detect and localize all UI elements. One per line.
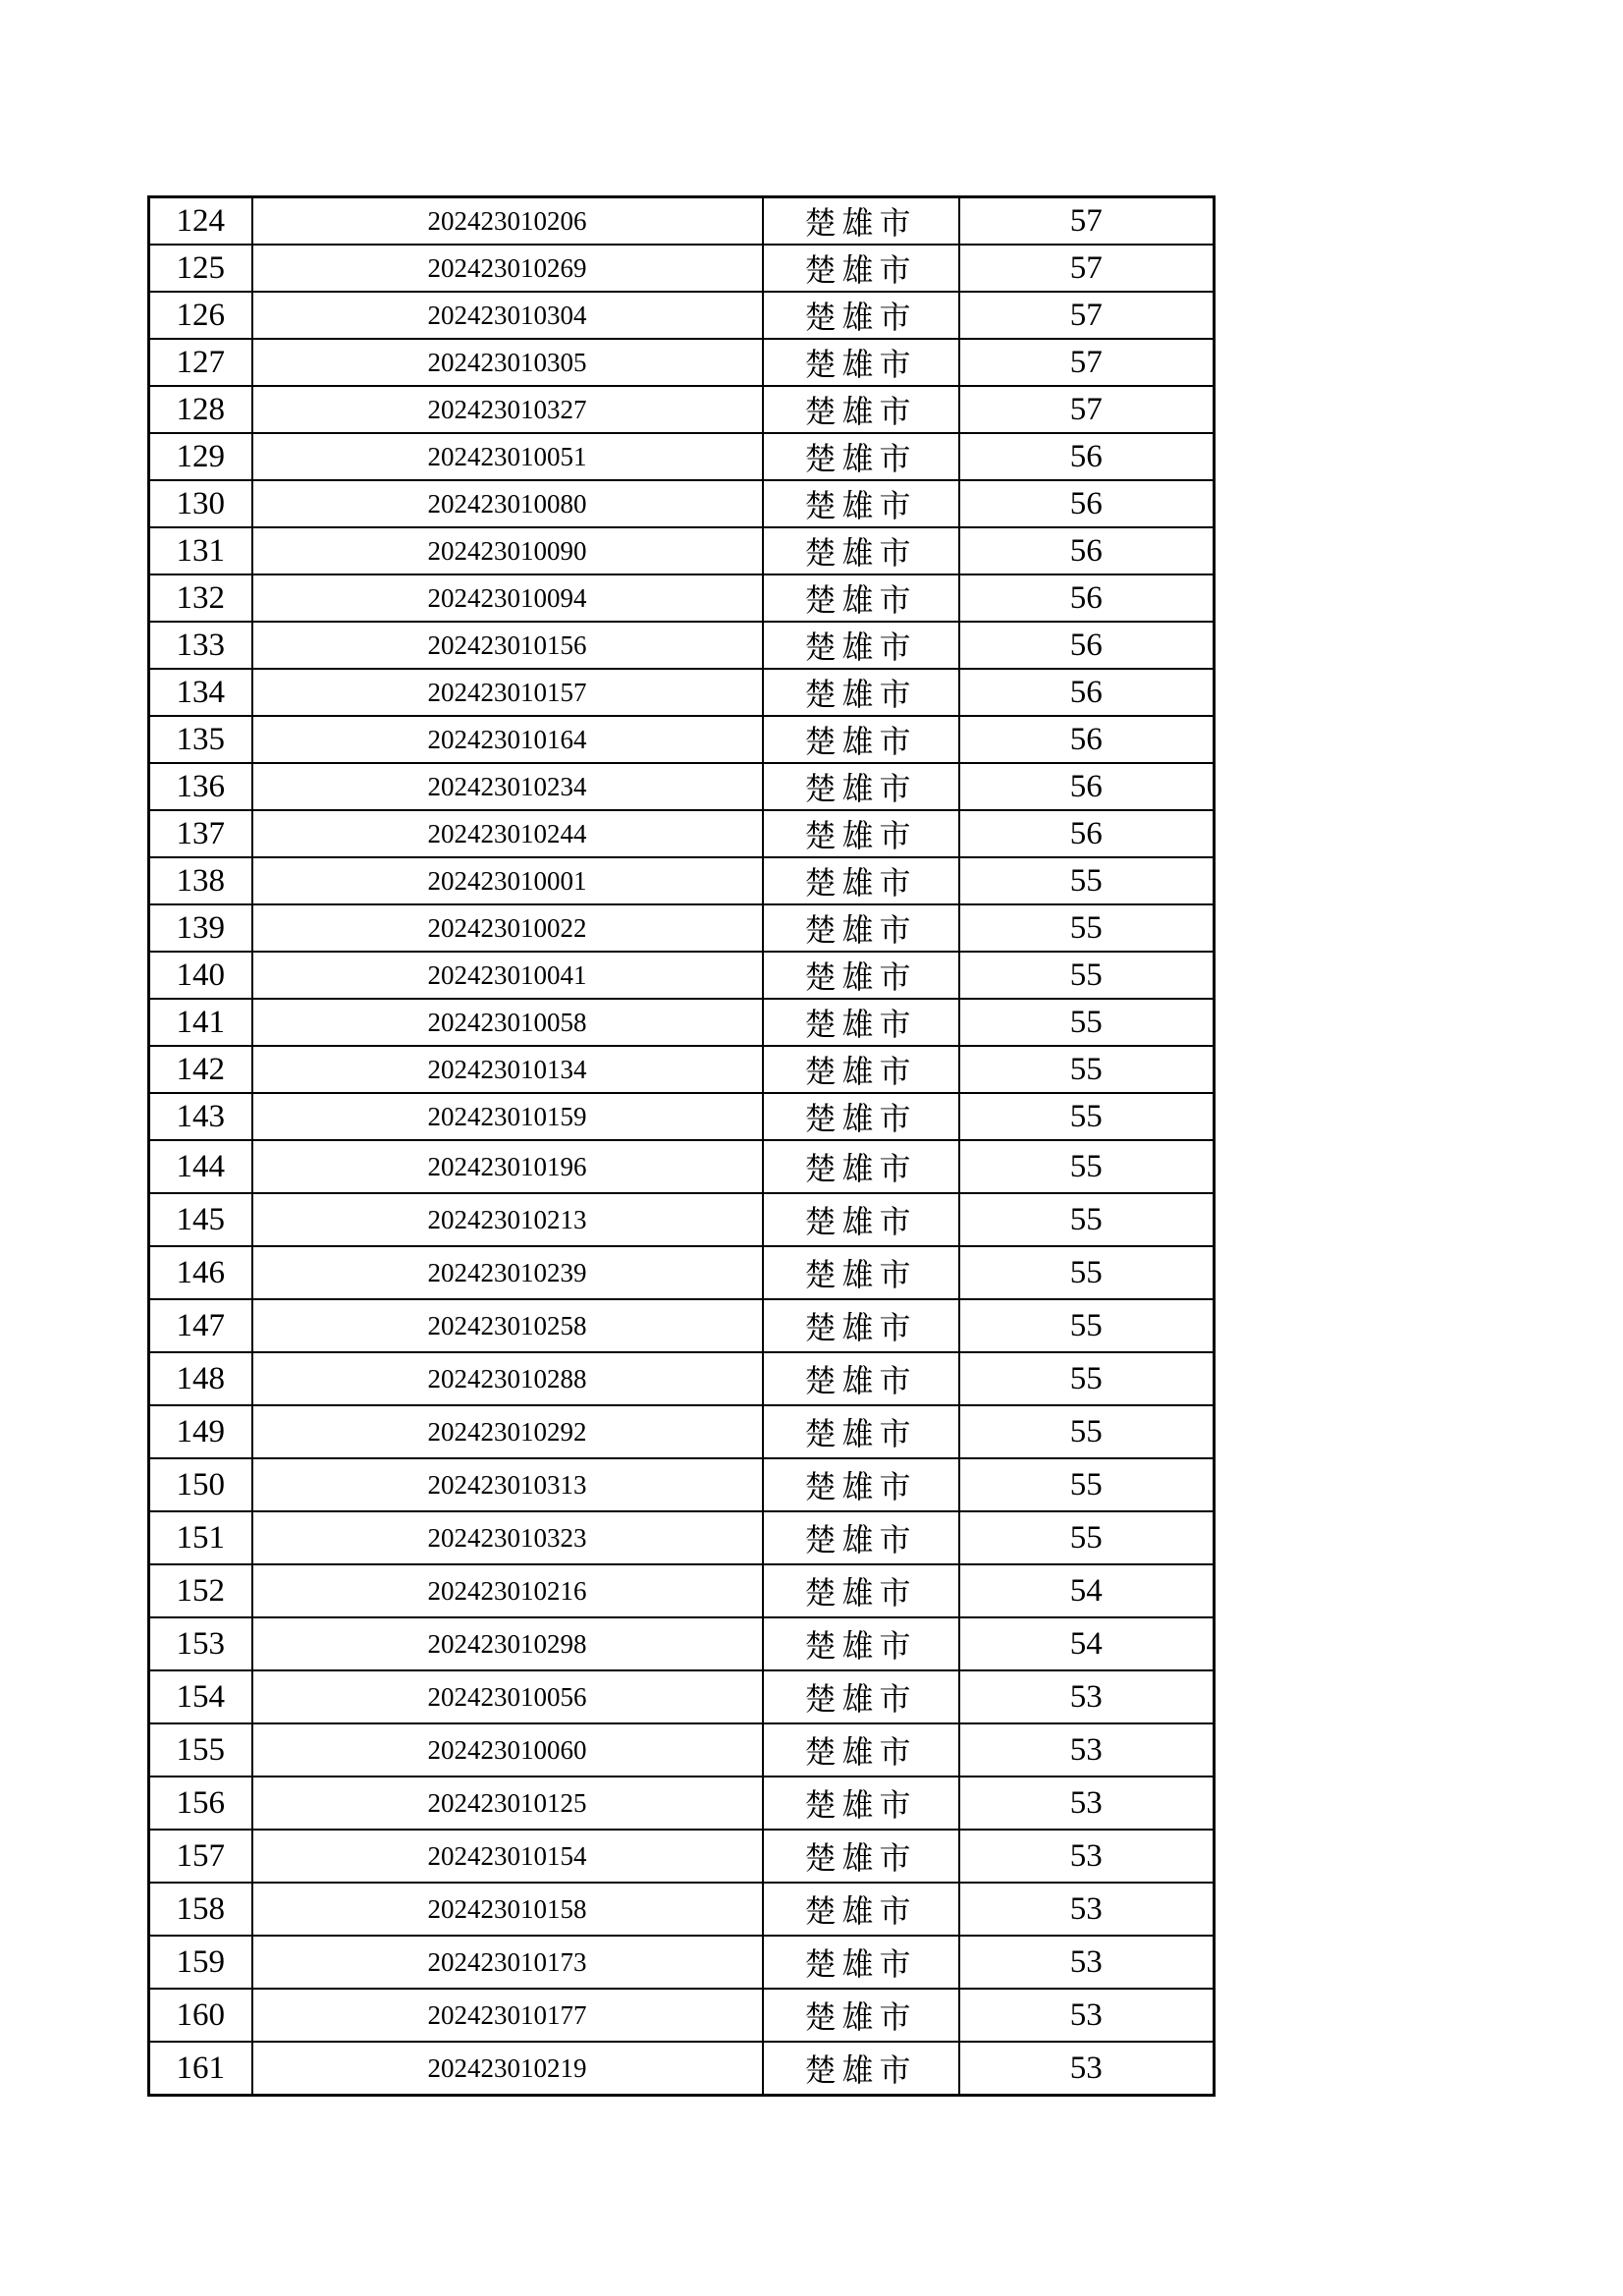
city-cell: 楚雄市 — [763, 810, 959, 857]
table-row — [149, 716, 1215, 763]
score-cell: 53 — [959, 1989, 1215, 2042]
table-row — [149, 339, 1215, 386]
city-cell: 楚雄市 — [763, 1046, 959, 1093]
score-cell: 56 — [959, 622, 1215, 669]
rank-cell: 130 — [149, 480, 252, 527]
table-row — [149, 1830, 1215, 1883]
rank-cell: 127 — [149, 339, 252, 386]
score-cell: 55 — [959, 1246, 1215, 1299]
table-row — [149, 1936, 1215, 1989]
table-row — [149, 386, 1215, 433]
exam-id-cell: 202423010304 — [252, 292, 763, 339]
rank-cell: 157 — [149, 1830, 252, 1883]
exam-id-cell: 202423010323 — [252, 1511, 763, 1564]
score-cell: 56 — [959, 716, 1215, 763]
city-cell: 楚雄市 — [763, 1777, 959, 1830]
city-cell: 楚雄市 — [763, 1830, 959, 1883]
city-cell: 楚雄市 — [763, 480, 959, 527]
rank-cell: 149 — [149, 1405, 252, 1458]
exam-id-cell: 202423010244 — [252, 810, 763, 857]
rank-cell: 155 — [149, 1723, 252, 1777]
exam-id-cell: 202423010041 — [252, 952, 763, 999]
table-row — [149, 904, 1215, 952]
rank-cell: 132 — [149, 574, 252, 622]
exam-id-cell: 202423010060 — [252, 1723, 763, 1777]
table-row — [149, 574, 1215, 622]
city-cell: 楚雄市 — [763, 1140, 959, 1193]
city-cell: 楚雄市 — [763, 433, 959, 480]
rank-cell: 143 — [149, 1093, 252, 1140]
table-row — [149, 433, 1215, 480]
rank-cell: 153 — [149, 1617, 252, 1670]
table-row — [149, 810, 1215, 857]
city-cell: 楚雄市 — [763, 716, 959, 763]
score-cell: 55 — [959, 1299, 1215, 1352]
rank-cell: 160 — [149, 1989, 252, 2042]
table-row — [149, 1405, 1215, 1458]
table-row — [149, 1140, 1215, 1193]
score-cell: 55 — [959, 1140, 1215, 1193]
score-cell: 55 — [959, 1093, 1215, 1140]
city-cell: 楚雄市 — [763, 245, 959, 292]
rank-cell: 129 — [149, 433, 252, 480]
city-cell: 楚雄市 — [763, 527, 959, 574]
city-cell: 楚雄市 — [763, 1670, 959, 1723]
city-cell: 楚雄市 — [763, 386, 959, 433]
table-row — [149, 1299, 1215, 1352]
table-row — [149, 1352, 1215, 1405]
exam-id-cell: 202423010305 — [252, 339, 763, 386]
city-cell: 楚雄市 — [763, 574, 959, 622]
exam-id-cell: 202423010177 — [252, 1989, 763, 2042]
rank-cell: 145 — [149, 1193, 252, 1246]
score-cell: 53 — [959, 1936, 1215, 1989]
score-cell: 54 — [959, 1617, 1215, 1670]
table-row — [149, 999, 1215, 1046]
city-cell: 楚雄市 — [763, 1723, 959, 1777]
exam-id-cell: 202423010313 — [252, 1458, 763, 1511]
exam-id-cell: 202423010094 — [252, 574, 763, 622]
rank-cell: 159 — [149, 1936, 252, 1989]
score-cell: 53 — [959, 1777, 1215, 1830]
exam-id-cell: 202423010327 — [252, 386, 763, 433]
exam-id-cell: 202423010159 — [252, 1093, 763, 1140]
city-cell: 楚雄市 — [763, 1989, 959, 2042]
results-table-body — [149, 197, 1215, 2096]
rank-cell: 146 — [149, 1246, 252, 1299]
score-cell: 56 — [959, 480, 1215, 527]
table-row — [149, 1193, 1215, 1246]
exam-id-cell: 202423010239 — [252, 1246, 763, 1299]
exam-id-cell: 202423010234 — [252, 763, 763, 810]
rank-cell: 136 — [149, 763, 252, 810]
rank-cell: 147 — [149, 1299, 252, 1352]
city-cell: 楚雄市 — [763, 669, 959, 716]
rank-cell: 150 — [149, 1458, 252, 1511]
table-row — [149, 669, 1215, 716]
rank-cell: 134 — [149, 669, 252, 716]
city-cell: 楚雄市 — [763, 1405, 959, 1458]
score-cell: 55 — [959, 1511, 1215, 1564]
exam-id-cell: 202423010022 — [252, 904, 763, 952]
score-cell: 55 — [959, 1405, 1215, 1458]
table-row — [149, 1617, 1215, 1670]
city-cell: 楚雄市 — [763, 1458, 959, 1511]
exam-id-cell: 202423010213 — [252, 1193, 763, 1246]
exam-id-cell: 202423010080 — [252, 480, 763, 527]
exam-id-cell: 202423010298 — [252, 1617, 763, 1670]
exam-id-cell: 202423010219 — [252, 2042, 763, 2096]
table-row — [149, 197, 1215, 246]
rank-cell: 161 — [149, 2042, 252, 2096]
table-row — [149, 1777, 1215, 1830]
rank-cell: 128 — [149, 386, 252, 433]
city-cell: 楚雄市 — [763, 763, 959, 810]
exam-id-cell: 202423010058 — [252, 999, 763, 1046]
exam-id-cell: 202423010051 — [252, 433, 763, 480]
score-cell: 53 — [959, 1830, 1215, 1883]
score-cell: 55 — [959, 1352, 1215, 1405]
exam-id-cell: 202423010156 — [252, 622, 763, 669]
results-table — [147, 195, 1216, 2097]
city-cell: 楚雄市 — [763, 1193, 959, 1246]
exam-id-cell: 202423010001 — [252, 857, 763, 904]
exam-id-cell: 202423010216 — [252, 1564, 763, 1617]
table-row — [149, 1723, 1215, 1777]
exam-id-cell: 202423010173 — [252, 1936, 763, 1989]
table-row — [149, 1246, 1215, 1299]
score-cell: 55 — [959, 1046, 1215, 1093]
city-cell: 楚雄市 — [763, 2042, 959, 2096]
table-row — [149, 245, 1215, 292]
score-cell: 54 — [959, 1564, 1215, 1617]
score-cell: 57 — [959, 292, 1215, 339]
table-row — [149, 292, 1215, 339]
score-cell: 56 — [959, 810, 1215, 857]
score-cell: 56 — [959, 527, 1215, 574]
exam-id-cell: 202423010157 — [252, 669, 763, 716]
table-row — [149, 1670, 1215, 1723]
rank-cell: 138 — [149, 857, 252, 904]
exam-id-cell: 202423010056 — [252, 1670, 763, 1723]
score-cell: 56 — [959, 669, 1215, 716]
city-cell: 楚雄市 — [763, 857, 959, 904]
score-cell: 56 — [959, 763, 1215, 810]
rank-cell: 141 — [149, 999, 252, 1046]
city-cell: 楚雄市 — [763, 952, 959, 999]
score-cell: 55 — [959, 999, 1215, 1046]
city-cell: 楚雄市 — [763, 904, 959, 952]
score-cell: 57 — [959, 386, 1215, 433]
city-cell: 楚雄市 — [763, 1617, 959, 1670]
city-cell: 楚雄市 — [763, 1511, 959, 1564]
score-cell: 55 — [959, 857, 1215, 904]
table-row — [149, 1093, 1215, 1140]
city-cell: 楚雄市 — [763, 1883, 959, 1936]
city-cell: 楚雄市 — [763, 1093, 959, 1140]
table-row — [149, 622, 1215, 669]
table-row — [149, 857, 1215, 904]
rank-cell: 144 — [149, 1140, 252, 1193]
exam-id-cell: 202423010258 — [252, 1299, 763, 1352]
exam-id-cell: 202423010154 — [252, 1830, 763, 1883]
rank-cell: 139 — [149, 904, 252, 952]
table-row — [149, 1989, 1215, 2042]
table-row — [149, 1883, 1215, 1936]
rank-cell: 151 — [149, 1511, 252, 1564]
score-cell: 53 — [959, 1723, 1215, 1777]
table-row — [149, 1564, 1215, 1617]
city-cell: 楚雄市 — [763, 292, 959, 339]
exam-id-cell: 202423010288 — [252, 1352, 763, 1405]
exam-id-cell: 202423010292 — [252, 1405, 763, 1458]
score-cell: 55 — [959, 1193, 1215, 1246]
city-cell: 楚雄市 — [763, 622, 959, 669]
table-row — [149, 1458, 1215, 1511]
table-row — [149, 527, 1215, 574]
rank-cell: 154 — [149, 1670, 252, 1723]
rank-cell: 125 — [149, 245, 252, 292]
exam-id-cell: 202423010090 — [252, 527, 763, 574]
rank-cell: 158 — [149, 1883, 252, 1936]
rank-cell: 140 — [149, 952, 252, 999]
table-row — [149, 1511, 1215, 1564]
exam-id-cell: 202423010125 — [252, 1777, 763, 1830]
score-cell: 57 — [959, 197, 1215, 246]
exam-id-cell: 202423010134 — [252, 1046, 763, 1093]
score-cell: 57 — [959, 339, 1215, 386]
rank-cell: 133 — [149, 622, 252, 669]
score-cell: 53 — [959, 1883, 1215, 1936]
exam-id-cell: 202423010158 — [252, 1883, 763, 1936]
table-row — [149, 480, 1215, 527]
score-cell: 57 — [959, 245, 1215, 292]
score-cell: 55 — [959, 1458, 1215, 1511]
table-row — [149, 1046, 1215, 1093]
city-cell: 楚雄市 — [763, 197, 959, 246]
rank-cell: 137 — [149, 810, 252, 857]
score-cell: 55 — [959, 952, 1215, 999]
rank-cell: 148 — [149, 1352, 252, 1405]
score-cell: 56 — [959, 433, 1215, 480]
rank-cell: 124 — [149, 197, 252, 246]
score-cell: 56 — [959, 574, 1215, 622]
exam-id-cell: 202423010206 — [252, 197, 763, 246]
rank-cell: 156 — [149, 1777, 252, 1830]
table-row — [149, 2042, 1215, 2096]
city-cell: 楚雄市 — [763, 1246, 959, 1299]
table-row — [149, 952, 1215, 999]
score-cell: 53 — [959, 2042, 1215, 2096]
exam-id-cell: 202423010269 — [252, 245, 763, 292]
city-cell: 楚雄市 — [763, 1299, 959, 1352]
score-cell: 53 — [959, 1670, 1215, 1723]
score-cell: 55 — [959, 904, 1215, 952]
table-row — [149, 763, 1215, 810]
city-cell: 楚雄市 — [763, 1352, 959, 1405]
rank-cell: 135 — [149, 716, 252, 763]
city-cell: 楚雄市 — [763, 999, 959, 1046]
rank-cell: 126 — [149, 292, 252, 339]
rank-cell: 131 — [149, 527, 252, 574]
city-cell: 楚雄市 — [763, 1564, 959, 1617]
exam-id-cell: 202423010164 — [252, 716, 763, 763]
rank-cell: 152 — [149, 1564, 252, 1617]
rank-cell: 142 — [149, 1046, 252, 1093]
exam-id-cell: 202423010196 — [252, 1140, 763, 1193]
city-cell: 楚雄市 — [763, 1936, 959, 1989]
city-cell: 楚雄市 — [763, 339, 959, 386]
